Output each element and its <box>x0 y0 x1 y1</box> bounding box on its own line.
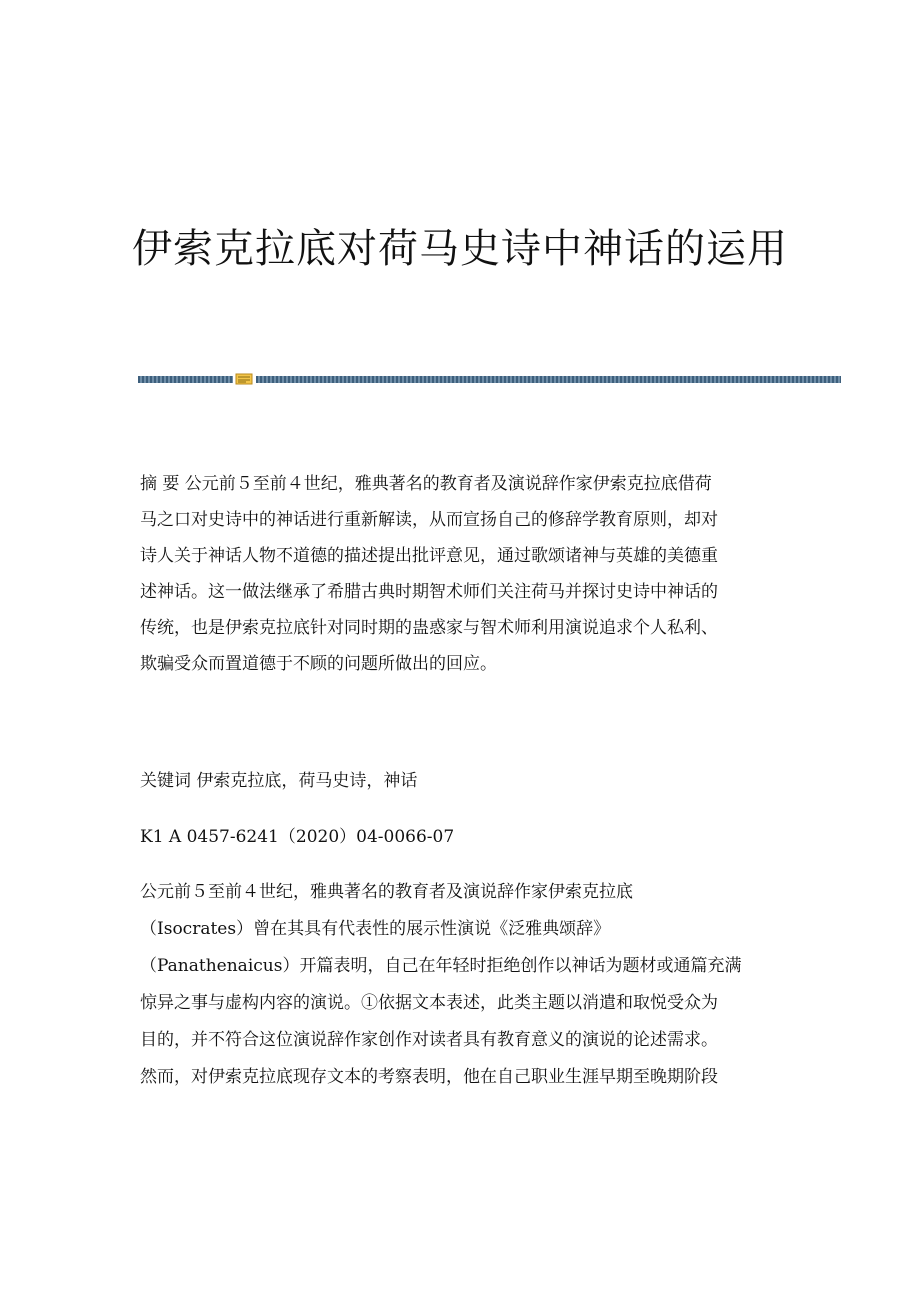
body-line: 公元前５至前４世纪，雅典著名的教育者及演说辞作家伊索克拉底 <box>140 882 633 902</box>
body-line: 然而，对伊索克拉底现存文本的考察表明，他在自己职业生涯早期至晚期阶段 <box>140 1067 718 1087</box>
body-line: （Isocrates）曾在其具有代表性的展示性演说《泛雅典颂辞》 <box>140 919 611 939</box>
classification-line: K1 A 0457-6241（2020）04-0066-07 <box>140 827 455 847</box>
abstract-line: 诗人关于神话人物不道德的描述提出批评意见，通过歌颂诸神与英雄的美德重 <box>140 546 718 566</box>
divider-ornament-icon <box>235 373 253 385</box>
body-line: 目的，并不符合这位演说辞作家创作对读者具有教育意义的演说的论述需求。 <box>140 1030 718 1050</box>
abstract-line: 述神话。这一做法继承了希腊古典时期智术师们关注荷马并探讨史诗中神话的 <box>140 582 718 602</box>
title-divider <box>138 373 841 385</box>
body-paragraph <box>140 874 780 1096</box>
abstract-line: 摘 要 公元前５至前４世纪，雅典著名的教育者及演说辞作家伊索克拉底借荷 <box>140 474 712 494</box>
abstract-line: 传统，也是伊索克拉底针对同时期的蛊惑家与智术师利用演说追求个人私利、 <box>140 618 718 638</box>
divider-bar-left <box>138 376 233 383</box>
document-title: 伊索克拉底对荷马史诗中神话的运用 <box>132 225 788 272</box>
abstract-line: 欺骗受众而置道德于不顾的问题所做出的回应。 <box>140 654 497 674</box>
abstract-paragraph <box>140 466 780 682</box>
body-line: 惊异之事与虚构内容的演说。①依据文本表述，此类主题以消遣和取悦受众为 <box>140 993 718 1013</box>
divider-bar-right <box>256 376 841 383</box>
keywords-line: 关键词 伊索克拉底，荷马史诗，神话 <box>140 771 418 791</box>
body-line: （Panathenaicus）开篇表明，自己在年轻时拒绝创作以神话为题材或通篇充满 <box>140 956 742 976</box>
abstract-line: 马之口对史诗中的神话进行重新解读，从而宣扬自己的修辞学教育原则，却对 <box>140 510 718 530</box>
